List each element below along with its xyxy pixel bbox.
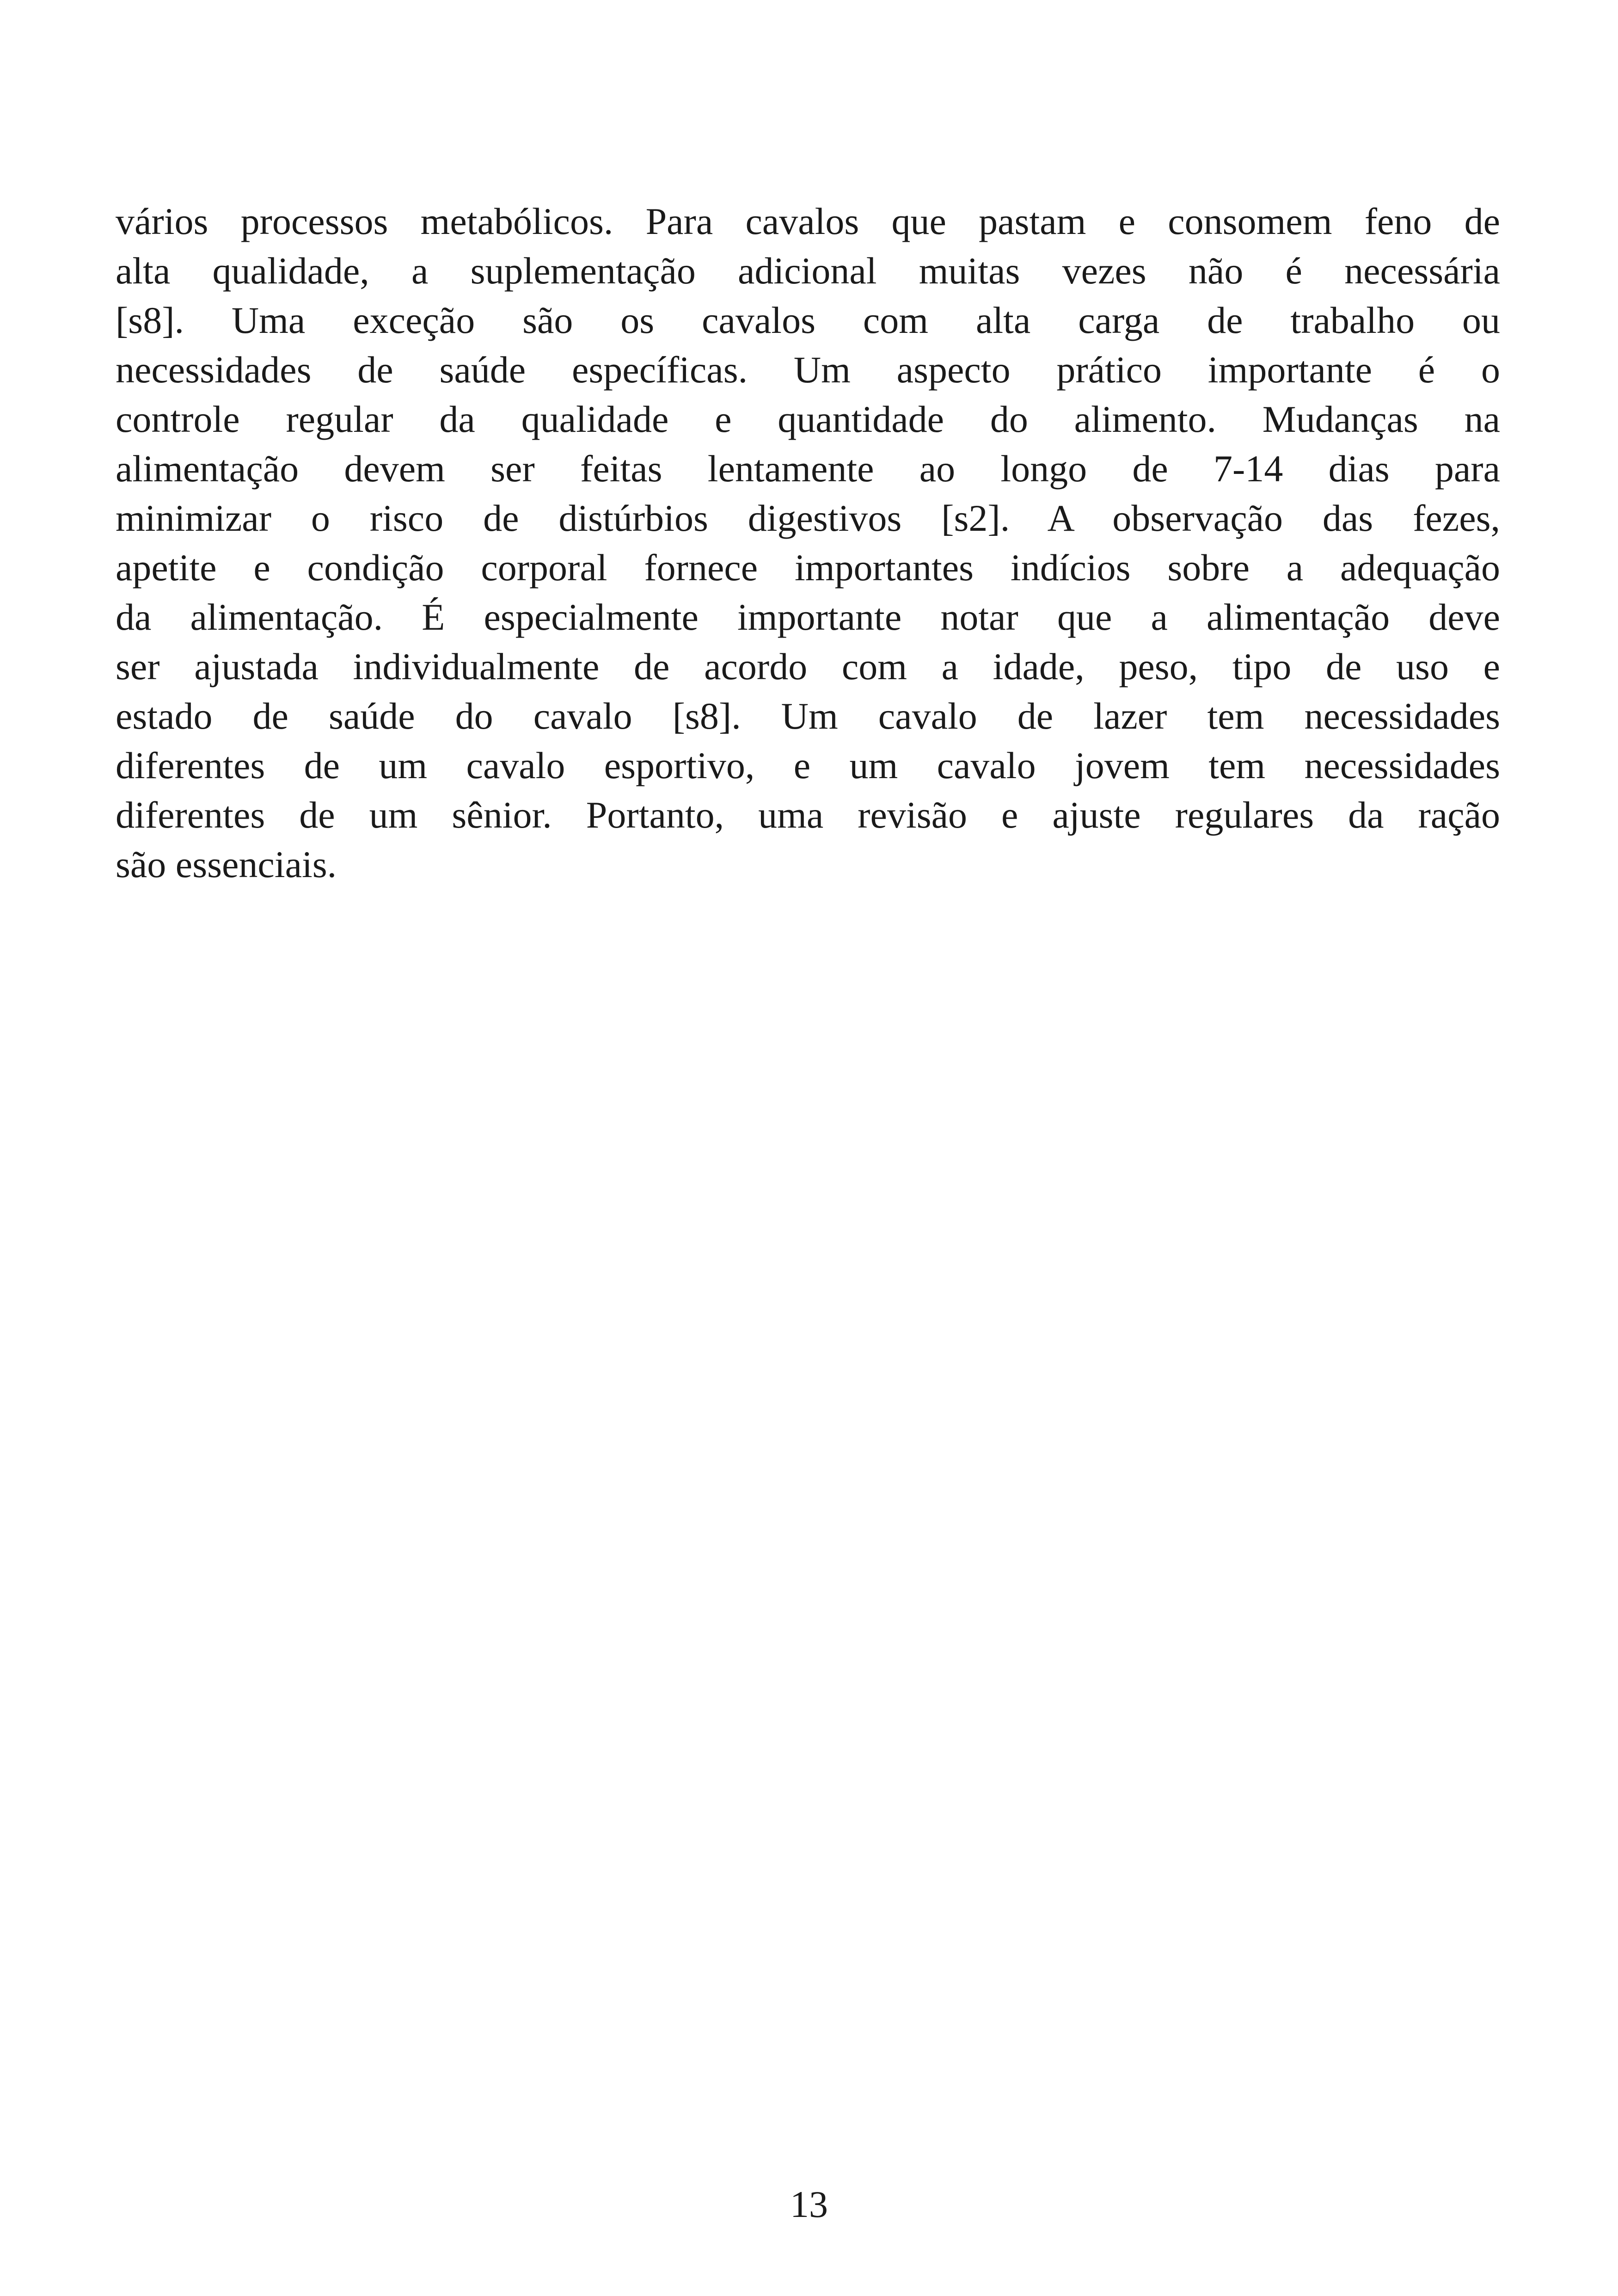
paragraph-line: da alimentação. É especialmente importante notar que a alimentação deve bbox=[116, 596, 1500, 638]
paragraph-line: necessidades de saúde específicas. Um aspecto prático importante é o bbox=[116, 349, 1500, 391]
paragraph-line: ser ajustada individualmente de acordo com a idade, peso, tipo de uso e bbox=[116, 645, 1500, 688]
paragraph-line: alta qualidade, a suplementação adicional muitas vezes não é necessária bbox=[116, 250, 1500, 292]
body-paragraph bbox=[116, 196, 1500, 889]
page-number: 13 bbox=[790, 2183, 828, 2225]
paragraph-line: diferentes de um cavalo esportivo, e um cavalo jovem tem necessidades bbox=[116, 744, 1500, 786]
paragraph-line: [s8]. Uma exceção são os cavalos com alta carga de trabalho ou bbox=[116, 299, 1500, 341]
paragraph-line: estado de saúde do cavalo [s8]. Um cavalo de lazer tem necessidades bbox=[116, 695, 1500, 737]
paragraph-line: vários processos metabólicos. Para cavalos que pastam e consomem feno de bbox=[116, 200, 1500, 242]
paragraph-line: apetite e condição corporal fornece importantes indícios sobre a adequação bbox=[116, 546, 1500, 589]
paragraph-line: minimizar o risco de distúrbios digestivos [s2]. A observação das fezes, bbox=[116, 497, 1500, 539]
paragraph-line: diferentes de um sênior. Portanto, uma revisão e ajuste regulares da ração bbox=[116, 794, 1500, 836]
paragraph-line: controle regular da qualidade e quantidade do alimento. Mudanças na bbox=[116, 398, 1500, 440]
paragraph-line: são essenciais. bbox=[116, 843, 337, 885]
paragraph-line: alimentação devem ser feitas lentamente ao longo de 7-14 dias para bbox=[116, 448, 1500, 490]
